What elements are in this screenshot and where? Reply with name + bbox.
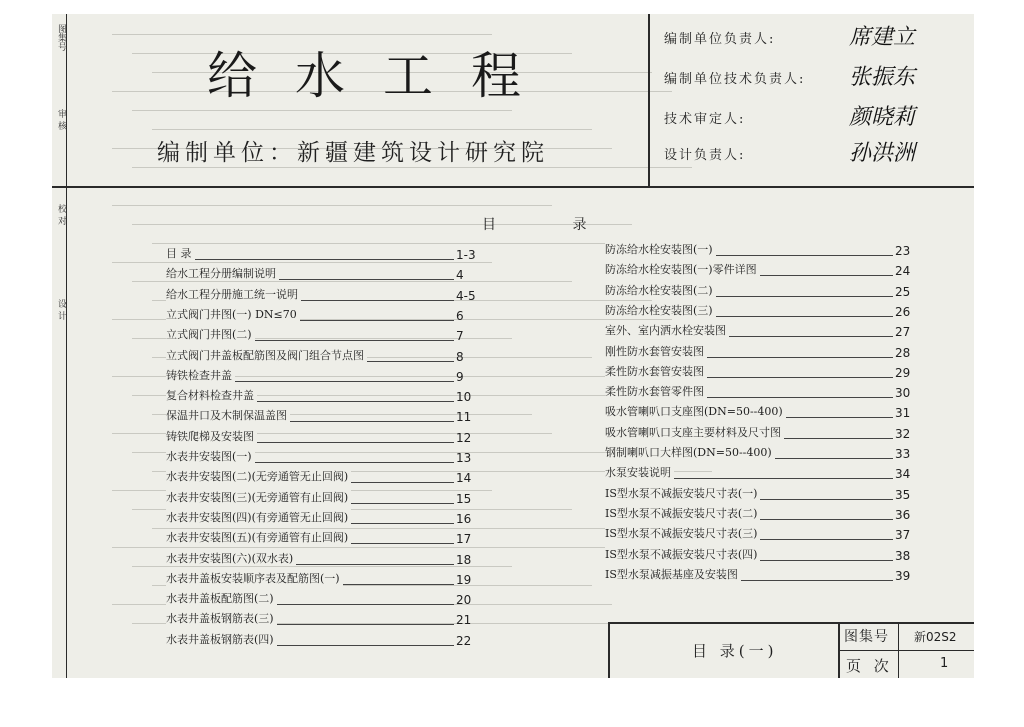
toc-entry bbox=[166, 530, 472, 548]
toc-entry bbox=[605, 486, 911, 504]
signature: 席建立 bbox=[849, 25, 916, 50]
side-strip-label-3: 设 计 bbox=[56, 299, 66, 320]
responsibility-role: 编制单位技术负责人: bbox=[664, 72, 806, 87]
toc-entry bbox=[166, 469, 472, 487]
toc-entry bbox=[166, 611, 472, 629]
toc-entry-title: 吸水管喇叭口支座图(DN=50--400) bbox=[605, 403, 786, 419]
toc-entry-page: 31 bbox=[895, 406, 911, 421]
side-strip-label-2: 校 对 bbox=[56, 204, 66, 225]
toc-entry bbox=[605, 526, 911, 544]
toc-entry-page: 14 bbox=[456, 471, 472, 486]
toc-entry bbox=[166, 307, 464, 325]
toc-entry-title: 铸铁检查井盖 bbox=[166, 367, 235, 383]
toc-entry bbox=[605, 262, 911, 280]
ghost-line bbox=[112, 205, 552, 206]
toc-entry-title: 防冻给水栓安装图(二) bbox=[605, 282, 716, 298]
toc-entry-page: 27 bbox=[895, 325, 911, 340]
toc-entry-page: 16 bbox=[456, 511, 472, 526]
toc-entry-page: 26 bbox=[895, 304, 911, 319]
toc-entry bbox=[605, 384, 911, 402]
toc-entry bbox=[166, 571, 472, 589]
ghost-line bbox=[152, 129, 592, 130]
toc-entry bbox=[166, 591, 472, 609]
toc-entry-title: 水表井安装图(六)(双水表) bbox=[166, 550, 296, 566]
toc-entry-title: IS型水泵不减振安装尺寸表(四) bbox=[605, 546, 760, 562]
toc-entry bbox=[605, 344, 911, 362]
responsibility-row bbox=[664, 100, 954, 130]
toc-heading: 目 录 bbox=[482, 217, 623, 233]
toc-entry bbox=[605, 283, 911, 301]
toc-entry-page: 23 bbox=[895, 244, 911, 258]
toc-entry-page: 36 bbox=[895, 507, 911, 522]
toc-entry-title: 立式阀门井图(二) bbox=[166, 326, 255, 342]
toc-entry-title: 水表井盖板配筋图(二) bbox=[166, 590, 277, 606]
toc-entry-title: 水表井安装图(三)(无旁通管有止回阀) bbox=[166, 489, 351, 505]
toc-entry-title: 钢制喇叭口大样图(DN=50--400) bbox=[605, 444, 775, 460]
toc-entry-title: 水表井安装图(五)(有旁通管有止回阀) bbox=[166, 529, 351, 545]
toc-entry-title: 水表井安装图(二)(无旁通管无止回阀) bbox=[166, 468, 351, 484]
drawing-sheet bbox=[52, 14, 974, 678]
page-title: 给水工程 bbox=[207, 47, 559, 105]
toc-entry bbox=[605, 425, 911, 443]
toc-entry-page: 9 bbox=[456, 369, 464, 384]
toc-entry-page: 4 bbox=[456, 268, 464, 283]
toc-entry bbox=[605, 506, 911, 524]
responsibility-row bbox=[664, 20, 954, 50]
responsibility-row bbox=[664, 136, 954, 166]
toc-entry-title: IS型水泵不减振安装尺寸表(一) bbox=[605, 485, 760, 501]
toc-entry-title: IS型水泵不减振安装尺寸表(二) bbox=[605, 505, 760, 521]
responsibility-role: 编制单位负责人: bbox=[664, 32, 776, 47]
responsibility-role: 技术审定人: bbox=[664, 112, 746, 127]
toc-entry-page: 29 bbox=[895, 365, 911, 380]
toc-entry bbox=[166, 327, 464, 345]
toc-entry-title: IS型水泵减振基座及安装图 bbox=[605, 566, 741, 582]
signature: 孙洪洲 bbox=[849, 141, 916, 166]
toc-entry-title: 水表井盖板钢筋表(三) bbox=[166, 610, 277, 626]
toc-entry bbox=[605, 242, 911, 260]
toc-entry bbox=[166, 449, 472, 467]
toc-entry-title: 立式阀门井图(一) DN≤70 bbox=[166, 306, 300, 322]
toc-entry bbox=[166, 388, 472, 406]
ghost-line bbox=[112, 34, 492, 35]
toc-entry-page: 25 bbox=[895, 284, 911, 299]
page-label: 页 次 bbox=[846, 657, 893, 675]
responsibility-row bbox=[664, 60, 954, 90]
toc-entry-title: 铸铁爬梯及安装图 bbox=[166, 428, 257, 444]
toc-entry-title: 水表井安装图(一) bbox=[166, 448, 255, 464]
toc-entry-page: 6 bbox=[456, 308, 464, 323]
ghost-line bbox=[132, 167, 692, 168]
toc-entry-title: 目 录 bbox=[166, 245, 195, 261]
toc-entry-title: 保温井口及木制保温盖图 bbox=[166, 407, 290, 423]
toc-entry-page: 38 bbox=[895, 548, 911, 563]
toc-entry-page: 10 bbox=[456, 390, 472, 405]
toc-entry-title: 给水工程分册编制说明 bbox=[166, 265, 279, 281]
toc-entry bbox=[605, 465, 911, 483]
toc-entry bbox=[166, 408, 472, 426]
toc-entry bbox=[166, 510, 472, 528]
toc-entry-page: 35 bbox=[895, 487, 911, 502]
toc-entry bbox=[166, 490, 472, 508]
toc-entry-page: 17 bbox=[456, 532, 472, 547]
toc-entry-title: 给水工程分册施工统一说明 bbox=[166, 286, 301, 302]
toc-entry bbox=[605, 547, 911, 565]
sheet-name: 目 录(一) bbox=[692, 642, 778, 660]
toc-entry bbox=[605, 303, 911, 321]
toc-entry-page: 20 bbox=[456, 593, 472, 608]
toc-entry-title: 复合材料检查井盖 bbox=[166, 387, 257, 403]
toc-entry bbox=[166, 246, 476, 264]
page-number: 1 bbox=[940, 656, 949, 671]
side-strip-border bbox=[66, 14, 67, 678]
header-rule bbox=[52, 186, 974, 188]
toc-entry bbox=[166, 266, 464, 284]
toc-entry bbox=[166, 287, 476, 305]
toc-entry bbox=[605, 404, 911, 422]
toc-leader-line bbox=[166, 259, 454, 260]
compiling-unit: 编制单位：新疆建筑设计研究院 bbox=[157, 140, 549, 166]
title-block-left-rule bbox=[608, 622, 610, 678]
toc-entry-page: 24 bbox=[895, 264, 911, 279]
toc-entry-title: 水表井盖板安装顺序表及配筋图(一) bbox=[166, 570, 343, 586]
toc-entry-page: 22 bbox=[456, 633, 472, 648]
toc-entry-title: 防冻给水栓安装图(一)零件详图 bbox=[605, 261, 760, 277]
toc-entry-title: 水泵安装说明 bbox=[605, 464, 674, 480]
toc-entry-title: 水表井盖板钢筋表(四) bbox=[166, 631, 277, 647]
toc-entry-page: 19 bbox=[456, 572, 472, 587]
toc-entry-title: 柔性防水套管安装图 bbox=[605, 363, 707, 379]
toc-entry-page: 7 bbox=[456, 329, 464, 344]
toc-entry-page: 18 bbox=[456, 552, 472, 567]
toc-entry bbox=[166, 632, 472, 650]
toc-entry-title: 室外、室内洒水栓安装图 bbox=[605, 322, 729, 338]
toc-entry bbox=[605, 445, 911, 463]
side-strip-label-1: 审 核 bbox=[56, 109, 66, 130]
toc-entry bbox=[166, 551, 472, 569]
toc-entry-page: 4-5 bbox=[456, 288, 476, 303]
toc-entry-title: 立式阀门井盖板配筋图及阀门组合节点图 bbox=[166, 347, 367, 363]
toc-entry-title: 防冻给水栓安装图(一) bbox=[605, 241, 716, 257]
toc-entry-page: 37 bbox=[895, 528, 911, 543]
toc-entry-page: 8 bbox=[456, 349, 464, 364]
toc-entry-page: 11 bbox=[456, 410, 472, 425]
signature: 颜晓莉 bbox=[849, 105, 916, 130]
toc-entry bbox=[605, 567, 911, 585]
title-block-row-rule bbox=[838, 650, 974, 651]
toc-entry-page: 13 bbox=[456, 451, 472, 465]
toc-entry-title: IS型水泵不减振安装尺寸表(三) bbox=[605, 525, 760, 541]
toc-entry-title: 水表井安装图(四)(有旁通管无止回阀) bbox=[166, 509, 351, 525]
toc-entry-title: 刚性防水套管安装图 bbox=[605, 343, 707, 359]
toc-entry-page: 15 bbox=[456, 491, 472, 506]
toc-entry bbox=[166, 429, 472, 447]
toc-entry-page: 39 bbox=[895, 568, 911, 583]
toc-entry-page: 21 bbox=[456, 613, 472, 628]
toc-entry-page: 34 bbox=[895, 467, 911, 482]
atlas-number: 新02S2 bbox=[914, 630, 957, 644]
toc-entry-page: 33 bbox=[895, 447, 911, 461]
responsibility-role: 设计负责人: bbox=[664, 148, 746, 163]
toc-entry bbox=[166, 368, 464, 386]
toc-entry bbox=[166, 348, 464, 366]
toc-entry-title: 吸水管喇叭口支座主要材料及尺寸图 bbox=[605, 424, 784, 440]
toc-entry bbox=[605, 364, 911, 382]
toc-entry-title: 防冻给水栓安装图(三) bbox=[605, 302, 716, 318]
toc-entry-page: 32 bbox=[895, 426, 911, 441]
toc-entry-page: 28 bbox=[895, 345, 911, 360]
ghost-line bbox=[132, 110, 512, 111]
toc-entry bbox=[605, 323, 911, 341]
toc-entry-page: 30 bbox=[895, 386, 911, 401]
header-divider bbox=[648, 14, 650, 186]
title-block-top-rule bbox=[608, 622, 974, 624]
atlas-label: 图集号 bbox=[844, 629, 889, 645]
toc-entry-page: 1-3 bbox=[456, 248, 476, 262]
signature: 张振东 bbox=[849, 65, 916, 90]
toc-entry-page: 12 bbox=[456, 430, 472, 445]
toc-entry-title: 柔性防水套管零件图 bbox=[605, 383, 707, 399]
side-strip-label-0: 图集号 bbox=[56, 24, 66, 51]
